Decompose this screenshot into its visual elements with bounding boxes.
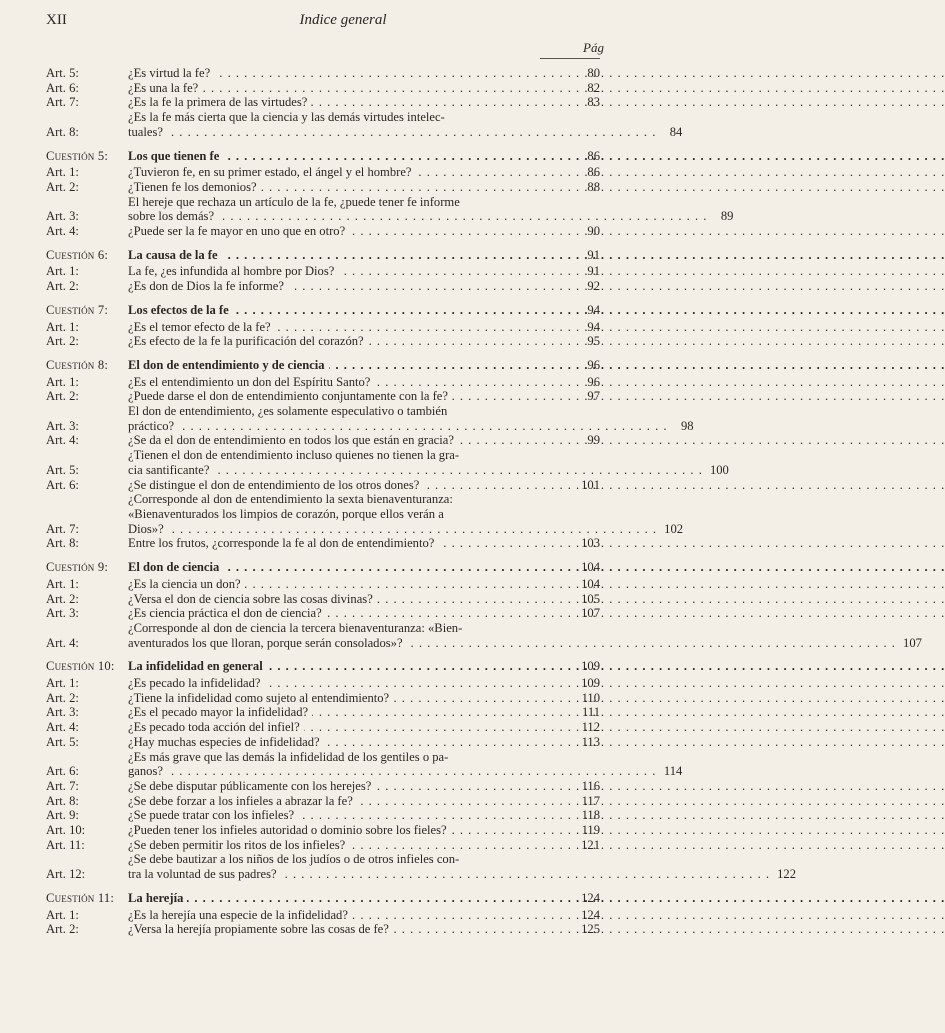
cuestion-heading xyxy=(46,303,600,318)
page-column-rule xyxy=(540,58,600,59)
cuestion-heading xyxy=(46,891,600,906)
article-label: Art. 1: xyxy=(46,907,79,922)
toc-entry xyxy=(46,224,600,239)
page-number: 99 xyxy=(587,433,600,448)
toc-entry xyxy=(46,838,600,853)
page-number: 92 xyxy=(587,279,600,294)
article-title-text: ¿Es don de Dios la fe informe? xyxy=(128,279,288,293)
table-of-contents xyxy=(46,66,922,946)
article-title xyxy=(128,808,574,823)
toc-section xyxy=(46,66,683,140)
page-number: 118 xyxy=(581,808,600,823)
cuestion-label: Cuestión 5: xyxy=(46,148,109,163)
cuestion-title-text: La herejía xyxy=(128,891,187,905)
toc-entry xyxy=(46,110,683,139)
article-label: Art. 5: xyxy=(46,462,79,477)
article-title xyxy=(128,922,574,937)
cuestion-title xyxy=(128,891,574,906)
page-number: 94 xyxy=(587,319,600,334)
article-label: Art. 12: xyxy=(46,867,86,882)
article-label: Art. 4: xyxy=(46,720,79,735)
article-title-line xyxy=(128,125,656,140)
article-title-line: El don de entendimiento, ¿es solamente especulativo o también xyxy=(128,404,448,419)
toc-section xyxy=(46,248,600,294)
article-title-line: ¿Tienen el don de entendimiento incluso quienes no tienen la gra- xyxy=(128,448,460,463)
article-title-line xyxy=(128,463,703,478)
cuestion-heading xyxy=(46,248,600,263)
article-label: Art. 2: xyxy=(46,334,79,349)
article-label: Art. 7: xyxy=(46,95,79,110)
page-number: 94 xyxy=(587,302,600,317)
article-title-line: ¿Es la fe más cierta que la ciencia y las demás virtudes intelec- xyxy=(128,110,445,125)
page-number: 103 xyxy=(581,536,600,551)
article-title xyxy=(128,448,703,477)
toc-entry xyxy=(46,720,600,735)
article-title-text: ¿Hay muchas especies de infidelidad? xyxy=(128,735,324,749)
page-number: 105 xyxy=(581,591,600,606)
article-title-line: «Bienaventurados los limpios de corazón, porque ellos verán a xyxy=(128,506,444,521)
article-title-text: ¿Tuvieron fe, en su primer estado, el ángel y el hombre? xyxy=(128,165,416,179)
page-number: 119 xyxy=(581,823,600,838)
toc-entry xyxy=(46,375,600,390)
page-number: 112 xyxy=(581,720,600,735)
page-number: 109 xyxy=(581,659,600,674)
article-label: Art. 9: xyxy=(46,808,79,823)
article-title-text: sobre los demás? xyxy=(128,209,215,224)
article-title-line xyxy=(128,867,770,882)
page-number: 110 xyxy=(581,690,600,705)
page-number: 86 xyxy=(587,148,600,163)
article-title-text: ¿Es virtud la fe? xyxy=(128,66,214,80)
toc-entry xyxy=(46,922,600,937)
toc-entry xyxy=(46,794,600,809)
article-title xyxy=(128,66,574,81)
page-number: 102 xyxy=(664,521,684,536)
cuestion-title xyxy=(128,149,574,164)
page-number: 89 xyxy=(720,209,734,224)
article-title-line xyxy=(128,764,656,779)
article-title-line: ¿Corresponde al don de ciencia la tercera bienaventuranza: «Bien- xyxy=(128,620,463,635)
toc-section xyxy=(46,148,734,239)
toc-section xyxy=(46,891,600,937)
article-label: Art. 6: xyxy=(46,764,79,779)
toc-section xyxy=(46,560,922,650)
article-title xyxy=(128,165,574,180)
article-title-text: ¿Es una la fe? xyxy=(128,81,202,95)
article-label: Art. 5: xyxy=(46,734,79,749)
article-title-text: ¿Se puede tratar con los infieles? xyxy=(128,808,298,822)
page-number: 125 xyxy=(581,922,600,937)
article-title-text: La fe, ¿es infundida al hombre por Dios? xyxy=(128,264,338,278)
cuestion-label: Cuestión 6: xyxy=(46,247,109,262)
article-title-line: ¿Se debe bautizar a los niños de los judíos o de otros infieles con- xyxy=(128,852,460,867)
article-title-text: ¿Se debe disputar públicamente con los herejes? xyxy=(128,779,375,793)
article-label: Art. 5: xyxy=(46,66,79,80)
article-title-line: El hereje que rechaza un artículo de la fe, ¿puede tener fe informe xyxy=(128,194,460,209)
article-title-line: ¿Corresponde al don de entendimiento la sexta bienaventuranza: xyxy=(128,492,453,507)
toc-entry xyxy=(46,691,600,706)
article-label: Art. 3: xyxy=(46,606,79,621)
article-label: Art. 1: xyxy=(46,165,79,180)
cuestion-title-text: Los efectos de la fe xyxy=(128,303,233,317)
article-title xyxy=(128,676,574,691)
page-number: 86 xyxy=(587,165,600,180)
cuestion-title-text: La causa de la fe xyxy=(128,248,222,262)
article-title xyxy=(128,621,896,650)
toc-entry xyxy=(46,908,600,923)
article-label: Art. 2: xyxy=(46,922,79,937)
toc-entry xyxy=(46,194,734,224)
toc-section xyxy=(46,357,729,551)
page-number: 111 xyxy=(582,705,600,720)
toc-entry xyxy=(46,492,684,536)
toc-entry xyxy=(46,779,600,794)
toc-entry xyxy=(46,536,600,551)
page-number: 88 xyxy=(587,179,600,194)
page-number: 104 xyxy=(581,576,600,591)
toc-entry xyxy=(46,478,600,493)
article-label: Art. 1: xyxy=(46,264,79,279)
article-title-text: ¿Se debe forzar a los infieles a abrazar la fe? xyxy=(128,794,357,808)
article-label: Art. 1: xyxy=(46,576,79,591)
page-number: 82 xyxy=(587,80,600,95)
article-title xyxy=(128,735,574,750)
article-title xyxy=(128,389,574,404)
article-title-text: ¿Es la herejía una especie de la infidelidad? xyxy=(128,908,352,922)
article-title xyxy=(128,279,574,294)
page-number: 104 xyxy=(581,560,600,575)
page-number: 91 xyxy=(587,247,600,262)
article-title xyxy=(128,264,574,279)
article-title-text: ¿Puede ser la fe mayor en uno que en otro? xyxy=(128,224,349,238)
cuestion-title-text: El don de ciencia xyxy=(128,560,223,574)
article-label: Art. 1: xyxy=(46,374,79,389)
cuestion-title-text: El don de entendimiento y de ciencia xyxy=(128,358,329,372)
article-title-text: ¿Es la fe la primera de las virtudes? xyxy=(128,95,311,109)
toc-entry xyxy=(46,279,600,294)
article-title xyxy=(128,404,668,433)
cuestion-title xyxy=(128,560,574,575)
cuestion-heading xyxy=(46,358,600,373)
article-label: Art. 8: xyxy=(46,536,79,551)
article-title-text: ¿Es efecto de la fe la purificación del corazón? xyxy=(128,334,368,348)
article-title-text: ¿Se deben permitir los ritos de los infieles? xyxy=(128,838,349,852)
page-number: 84 xyxy=(669,124,683,139)
article-title-line xyxy=(128,636,896,651)
article-title-text: ¿Es la ciencia un don? xyxy=(128,577,245,591)
article-title-text: ¿Es pecado la infidelidad? xyxy=(128,676,265,690)
article-title xyxy=(128,838,574,853)
article-title-text: tra la voluntad de sus padres? xyxy=(128,867,277,882)
page-number: 122 xyxy=(777,867,797,882)
cuestion-label: Cuestión 11: xyxy=(46,890,115,905)
article-title xyxy=(128,95,574,110)
page-column-label: Pág xyxy=(583,40,604,55)
toc-entry xyxy=(46,404,694,433)
toc-section xyxy=(46,303,600,349)
article-title-text: ¿Es el pecado mayor la infidelidad? xyxy=(128,705,312,719)
page-number: 124 xyxy=(581,890,600,905)
article-title-text: Dios»? xyxy=(128,521,164,536)
toc-entry xyxy=(46,749,683,779)
toc-entry xyxy=(46,705,600,720)
article-label: Art. 7: xyxy=(46,521,79,536)
running-title: Indice general xyxy=(299,12,387,28)
article-label: Art. 8: xyxy=(46,793,79,808)
article-title-line: ¿Es más grave que las demás la infidelidad de los gentiles o pa- xyxy=(128,749,449,764)
article-title xyxy=(128,823,574,838)
toc-entry xyxy=(46,264,600,279)
article-label: Art. 8: xyxy=(46,124,79,139)
article-title xyxy=(128,375,574,390)
article-title xyxy=(128,334,574,349)
article-title-text: ¿Se da el don de entendimiento en todos los que están en gracia? xyxy=(128,433,458,447)
article-label: Art. 3: xyxy=(46,209,79,224)
toc-entry xyxy=(46,334,600,349)
cuestion-title xyxy=(128,358,574,373)
article-title-line xyxy=(128,209,707,224)
article-title-text: tuales? xyxy=(128,124,163,139)
article-label: Art. 2: xyxy=(46,690,79,705)
article-title-text: cia santificante? xyxy=(128,462,210,477)
page-number: 90 xyxy=(587,224,600,239)
toc-entry xyxy=(46,448,729,477)
article-title-text: ¿Es el temor efecto de la fe? xyxy=(128,320,275,334)
page-number: 114 xyxy=(663,764,683,779)
toc-entry xyxy=(46,320,600,335)
article-title xyxy=(128,779,574,794)
article-title xyxy=(128,750,656,779)
page-number: 109 xyxy=(581,676,600,691)
article-title xyxy=(128,908,574,923)
toc-entry xyxy=(46,165,600,180)
article-title xyxy=(128,536,574,551)
page-number: 116 xyxy=(581,778,600,793)
article-title xyxy=(128,492,657,536)
article-title-text: ¿Puede darse el don de entendimiento conjuntamente con la fe? xyxy=(128,389,452,403)
page-number: 83 xyxy=(587,95,600,110)
article-title-line xyxy=(128,522,657,537)
article-title xyxy=(128,577,574,592)
toc-entry xyxy=(46,808,600,823)
article-title xyxy=(128,478,574,493)
article-title xyxy=(128,195,707,224)
article-title xyxy=(128,81,574,96)
article-title-text: ¿Versa la herejía propiamente sobre las cosas de fe? xyxy=(128,922,393,936)
cuestion-title-text: Los que tienen fe xyxy=(128,149,223,163)
page-number: 97 xyxy=(587,389,600,404)
article-title xyxy=(128,433,574,448)
article-title-text: ¿Versa el don de ciencia sobre las cosas divinas? xyxy=(128,592,377,606)
article-title-text: ¿Pueden tener los infieles autoridad o dominio sobre los fieles? xyxy=(128,823,451,837)
article-title xyxy=(128,606,574,621)
page-number: 124 xyxy=(581,907,600,922)
page-number: 96 xyxy=(587,374,600,389)
toc-entry xyxy=(46,676,600,691)
toc-entry xyxy=(46,735,600,750)
toc-entry xyxy=(46,592,600,607)
page-number: 100 xyxy=(709,462,729,477)
toc-entry xyxy=(46,606,600,621)
article-title xyxy=(128,691,574,706)
page-number: 107 xyxy=(581,606,600,621)
article-label: Art. 1: xyxy=(46,319,79,334)
cuestion-title-text: La infidelidad en general xyxy=(128,659,267,673)
toc-entry xyxy=(46,433,600,448)
page-number: 113 xyxy=(581,734,600,749)
article-title xyxy=(128,852,770,881)
article-title-text: Entre los frutos, ¿corresponde la fe al don de entendimiento? xyxy=(128,536,438,550)
article-label: Art. 6: xyxy=(46,80,79,95)
article-label: Art. 1: xyxy=(46,676,79,691)
page-number: 95 xyxy=(587,334,600,349)
article-title xyxy=(128,320,574,335)
cuestion-title xyxy=(128,659,574,674)
toc-entry xyxy=(46,66,600,81)
article-label: Art. 2: xyxy=(46,591,79,606)
article-title-text: ganos? xyxy=(128,764,163,779)
article-title-text: ¿Tienen fe los demonios? xyxy=(128,180,261,194)
cuestion-heading xyxy=(46,149,600,164)
article-title-text: ¿Tiene la infidelidad como sujeto al entendimiento? xyxy=(128,691,393,705)
article-title xyxy=(128,180,574,195)
article-label: Art. 4: xyxy=(46,635,79,650)
article-title xyxy=(128,720,574,735)
article-label: Art. 2: xyxy=(46,389,79,404)
article-title-text: ¿Se distingue el don de entendimiento de los otros dones? xyxy=(128,478,423,492)
article-label: Art. 11: xyxy=(46,837,85,852)
cuestion-label: Cuestión 7: xyxy=(46,302,109,317)
article-label: Art. 2: xyxy=(46,179,79,194)
article-label: Art. 10: xyxy=(46,823,86,838)
cuestion-title xyxy=(128,303,574,318)
article-title-text: ¿Es el entendimiento un don del Espíritu Santo? xyxy=(128,375,374,389)
article-title xyxy=(128,110,656,139)
cuestion-label: Cuestión 10: xyxy=(46,659,115,674)
article-title-text: aventurados los que lloran, porque serán consolados»? xyxy=(128,635,403,650)
article-label: Art. 2: xyxy=(46,279,79,294)
page-number: 117 xyxy=(581,793,600,808)
article-title-text: ¿Es pecado toda acción del infiel? xyxy=(128,720,304,734)
article-label: Art. 4: xyxy=(46,224,79,239)
article-title-text: ¿Es ciencia práctica el don de ciencia? xyxy=(128,606,326,620)
toc-entry xyxy=(46,95,600,110)
cuestion-heading xyxy=(46,659,600,674)
cuestion-heading xyxy=(46,560,600,575)
page-number: 96 xyxy=(587,357,600,372)
article-label: Art. 6: xyxy=(46,477,79,492)
page-number: 80 xyxy=(587,66,600,80)
page-folio: XII xyxy=(46,12,67,28)
toc-entry xyxy=(46,852,797,882)
article-title xyxy=(128,224,574,239)
toc-entry xyxy=(46,389,600,404)
cuestion-label: Cuestión 9: xyxy=(46,560,109,575)
cuestion-title xyxy=(128,248,574,263)
toc-entry xyxy=(46,180,600,195)
page-number: 101 xyxy=(581,477,600,492)
toc-entry xyxy=(46,577,600,592)
article-title xyxy=(128,794,574,809)
toc-entry xyxy=(46,620,922,650)
toc-section xyxy=(46,659,797,882)
page-number: 121 xyxy=(581,837,600,852)
cuestion-label: Cuestión 8: xyxy=(46,357,109,372)
article-title-text: práctico? xyxy=(128,418,175,433)
article-label: Art. 3: xyxy=(46,705,79,720)
article-title xyxy=(128,592,574,607)
article-label: Art. 4: xyxy=(46,433,79,448)
page-number: 91 xyxy=(587,264,600,279)
toc-entry xyxy=(46,823,600,838)
article-title-line xyxy=(128,419,668,434)
article-label: Art. 3: xyxy=(46,418,79,433)
page-number: 107 xyxy=(903,635,922,650)
article-label: Art. 7: xyxy=(46,778,79,793)
page-number: 98 xyxy=(680,418,694,433)
toc-entry xyxy=(46,81,600,96)
article-title xyxy=(128,705,574,720)
